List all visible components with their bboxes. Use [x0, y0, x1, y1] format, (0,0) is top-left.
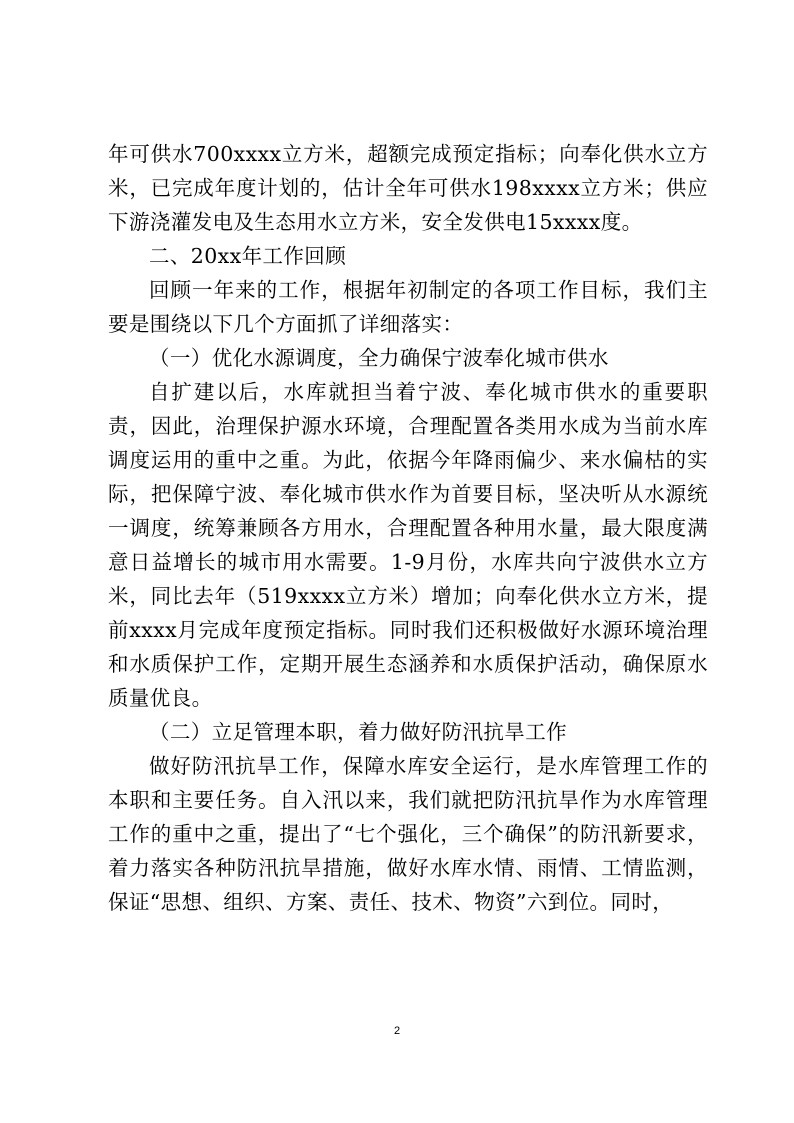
page-content	[108, 137, 708, 919]
subsection-heading-water-dispatch: （一）优化水源调度，全力确保宁波奉化城市供水	[149, 346, 609, 370]
body-paragraph-continued: 年可供水700xxxx立方米，超额完成预定指标；向奉化供水立方米，已完成年度计划的，估计全年可供水198xxxx立方米；供应下游浇灌发电及生态用水立方米，安全发供电15xxxx度。	[108, 142, 708, 234]
body-paragraph-review: 回顾一年来的工作，根据年初制定的各项工作目标，我们主要是围绕以下几个方面抓了详细落实：	[108, 278, 708, 336]
body-paragraph-water-dispatch: 自扩建以后，水库就担当着宁波、奉化城市供水的重要职责，因此，治理保护源水环境，合理配置各类用水成为当前水库调度运用的重中之重。为此，依据今年降雨偏少、来水偏枯的实际，把保障宁波、奉化城市供水作为首要目标，坚决听从水源统一调度，统筹兼顾各方用水，合理配置各种用水量，最大限度满意日益增长的城市用水需要。1-9月份，水库共向宁波供水立方米，同比去年（519xxxx立方米）增加；向奉化供水立方米，提前xxxx月完成年度预定指标。同时我们还积极做好水源环境治理和水质保护工作，定期开展生态涵养和水质保护活动，确保原水质量优良。	[108, 380, 708, 710]
section-heading-review: 二、20xx年工作回顾	[149, 244, 347, 268]
subsection-heading-flood-control: （二）立足管理本职，着力做好防汛抗旱工作	[149, 720, 567, 744]
body-paragraph-flood-control: 做好防汛抗旱工作，保障水库安全运行，是水库管理工作的本职和主要任务。自入汛以来，我们就把防汛抗旱作为水库管理工作的重中之重，提出了“七个强化，三个确保”的防汛新要求，着力落实各种防汛抗旱措施，做好水库水情、雨情、工情监测，保证“思想、组织、方案、责任、技术、物资”六到位。同时，	[108, 754, 708, 914]
page-number: 2	[393, 1025, 401, 1037]
